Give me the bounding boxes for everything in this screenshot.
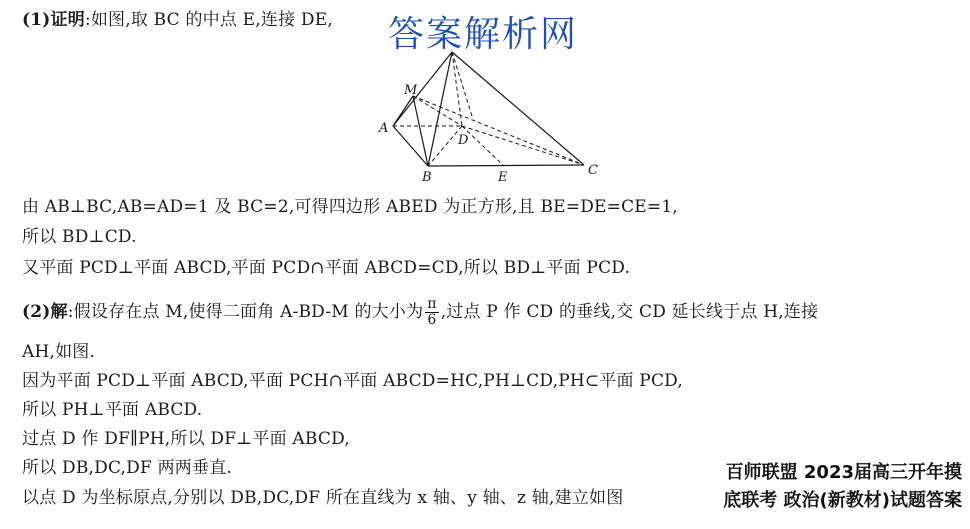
part2-intro [22, 297, 818, 328]
fraction-numerator: π [427, 296, 437, 312]
part2-label: (2)解 [22, 302, 68, 322]
fraction-denominator: 6 [427, 312, 437, 328]
pi-over-6-fraction [425, 297, 438, 328]
part2-line5: 所以 DB,DC,DF 两两垂直. [22, 458, 232, 478]
part2-line2: 因为平面 PCD⊥平面 ABCD,平面 PCH∩平面 ABCD=HC,PH⊥CD,PH⊂平面 PCD, [22, 371, 683, 391]
label-E: E [498, 170, 508, 185]
label-C: C [588, 163, 598, 178]
label-D: D [458, 133, 469, 148]
part1-intro-text: :如图,取 BC 的中点 E,连接 DE, [84, 10, 333, 30]
label-M: M [404, 83, 418, 98]
part2-intro-b: ,过点 P 作 CD 的垂线,交 CD 延长线于点 H,连接 [440, 302, 819, 322]
part2-line6: 以点 D 为坐标原点,分别以 DB,DC,DF 所在直线为 x 轴、y 轴、z 轴,建立如图 [22, 488, 624, 508]
promo-line1: 百师联盟 2023届高三开年摸 [724, 458, 964, 484]
part1-line3: 又平面 PCD⊥平面 ABCD,平面 PCD∩平面 ABCD=CD,所以 BD⊥平面 PCD. [22, 258, 631, 278]
part1-label: (1)证明 [22, 10, 85, 30]
part1-line1: 由 AB⊥BC,AB=AD=1 及 BC=2,可得四边形 ABED 为正方形,且 BE=DE=CE=1, [22, 197, 678, 217]
part1-line2: 所以 BD⊥CD. [22, 227, 137, 247]
part2-line4: 过点 D 作 DF∥PH,所以 DF⊥平面 ABCD, [22, 429, 350, 449]
part2-intro-a: :假设存在点 M,使得二面角 A-BD-M 的大小为 [67, 302, 424, 322]
promo-line2: 底联考 政治(新教材)试题答案 [721, 486, 964, 512]
part1-intro [22, 9, 333, 31]
geometry-figure [368, 46, 608, 186]
label-B: B [422, 170, 432, 185]
label-A: A [379, 121, 389, 136]
part2-line3: 所以 PH⊥平面 ABCD. [22, 400, 203, 420]
watermark: 答案解析网 [388, 14, 579, 55]
part2-line1: AH,如图. [22, 342, 96, 362]
